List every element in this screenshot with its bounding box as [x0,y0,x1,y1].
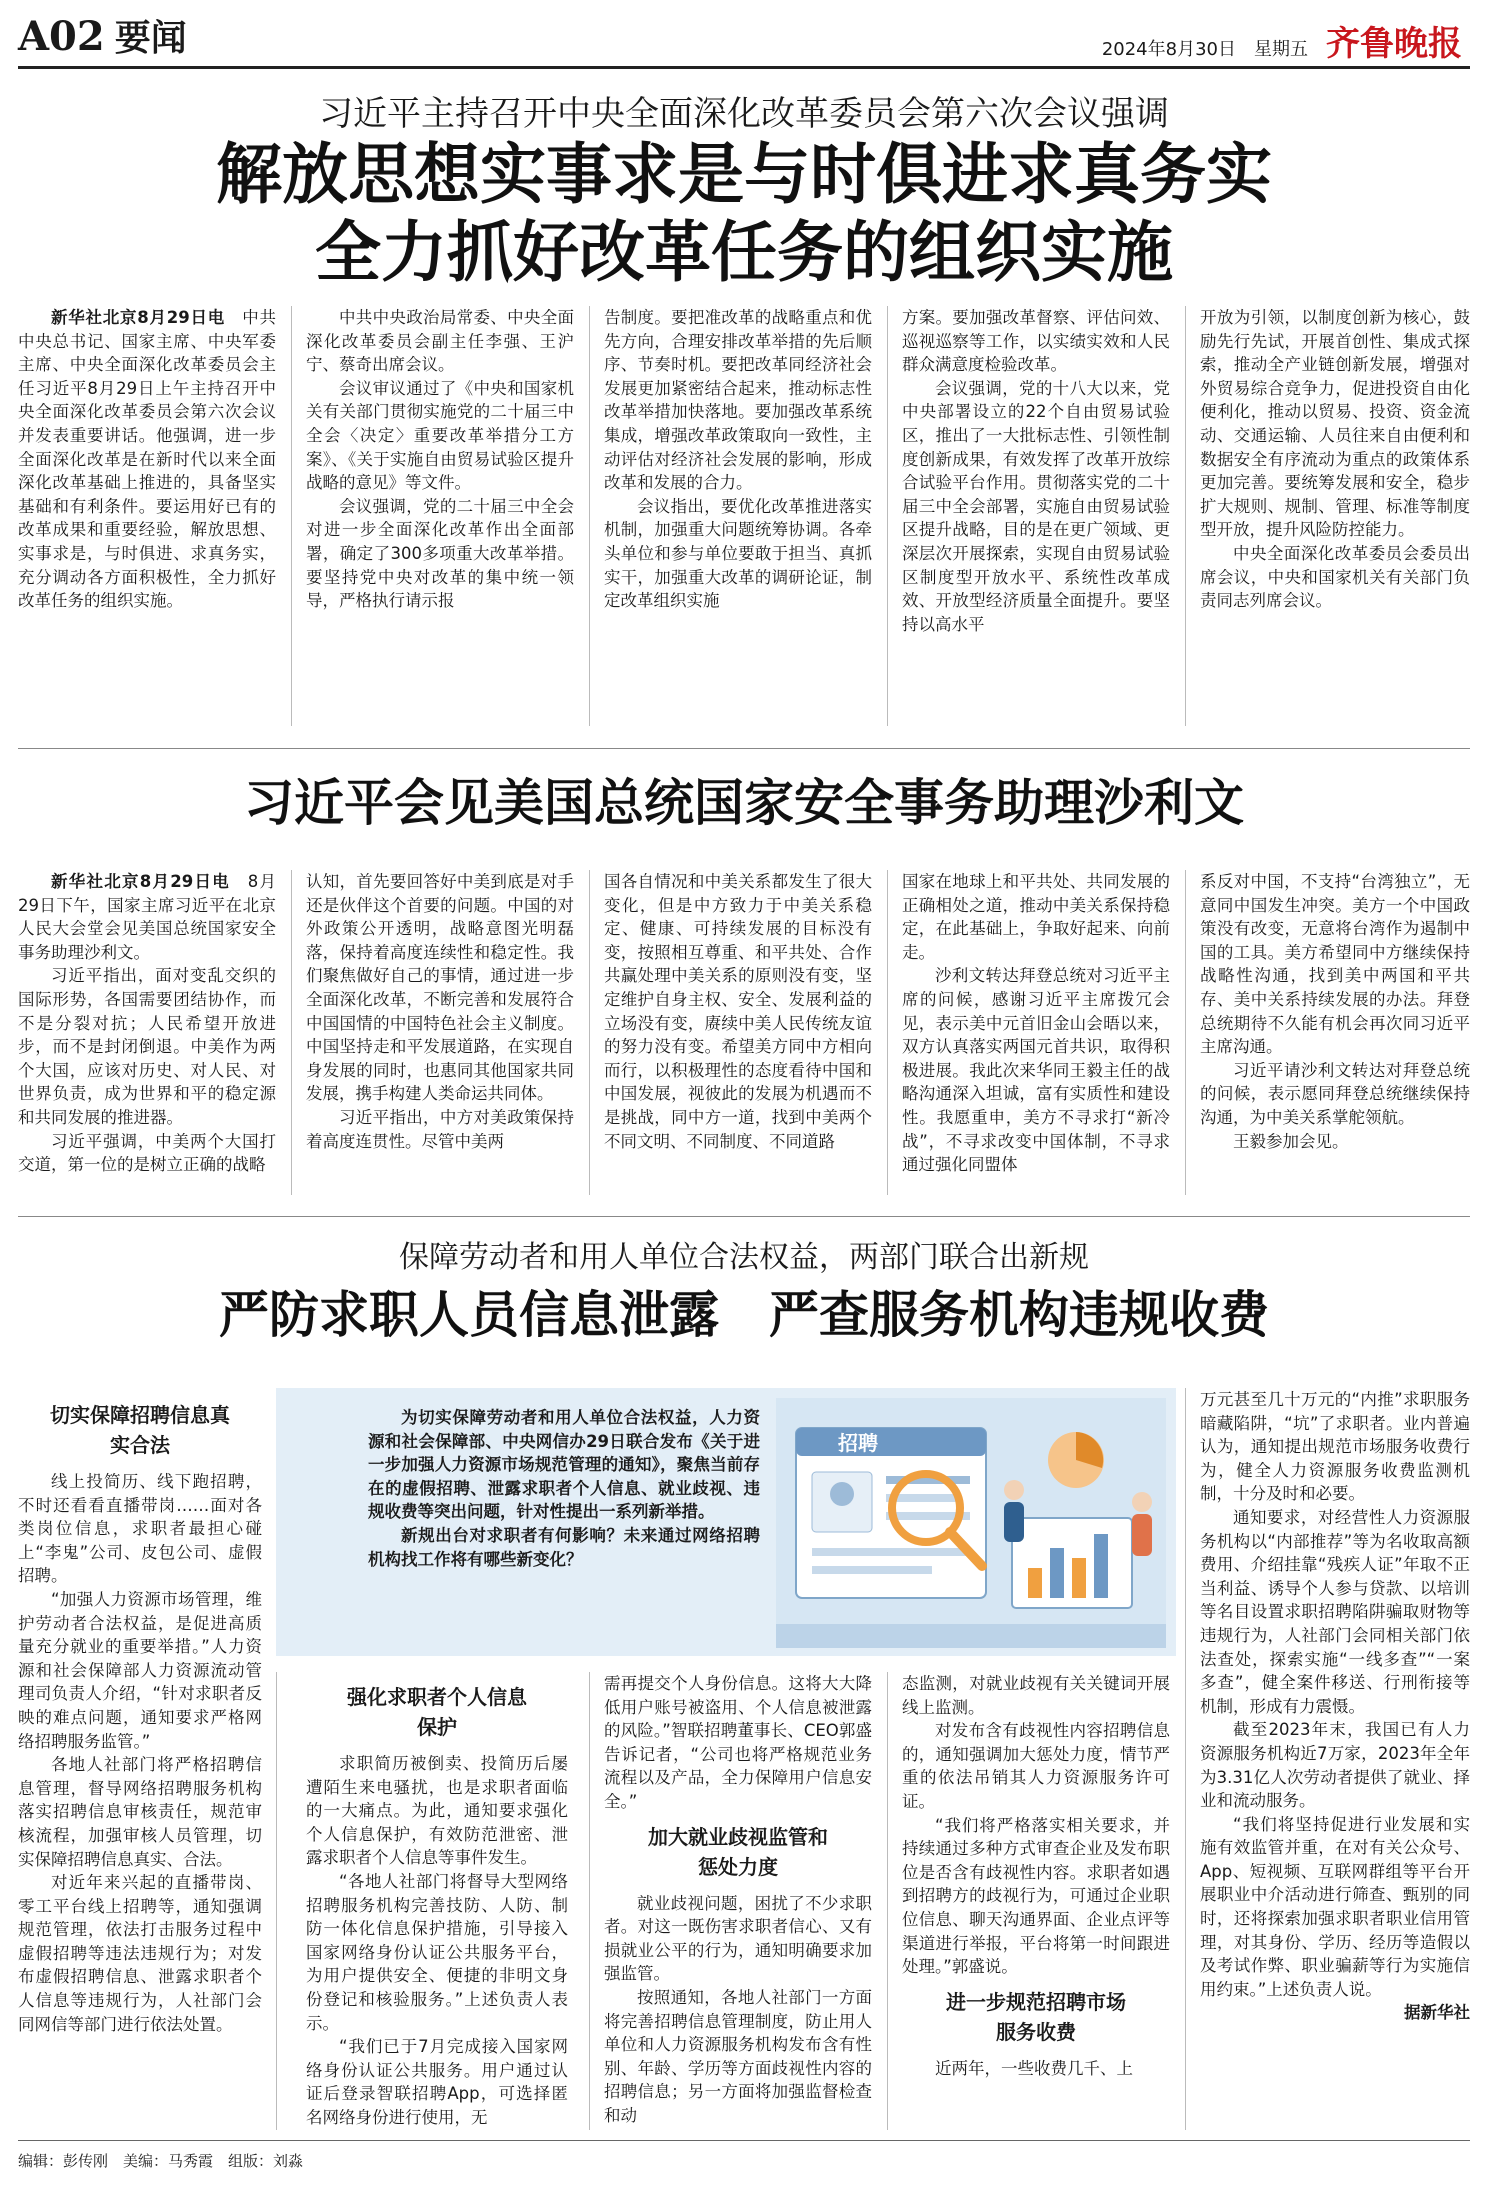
story1-col2-para: 中共中央政治局常委、中央全面深化改革委员会副主任李强、王沪宁、蔡奇出席会议。 [306,308,574,375]
story3-subhead-3: 加大就业歧视监管和惩处力度 [648,1824,828,1879]
story2-col4-para: 沙利文转达拜登总统对习近平主席的问候，感谢习近平主席拨冗会见，表示美中元首旧金山会晤以来，双方认真落实两国元首共识，取得积极进展。我此次来华同王毅主任的战略沟通深入坦诚，富有实质性和建设性。我愿重申，美方不寻求打“新冷战”，不寻求改变中国体制，不寻求通过强化同盟体 [902,966,1170,1175]
story3-col1-para: 对近年来兴起的直播带岗、零工平台线上招聘等，通知强调规范管理，依法打击服务过程中虚假招聘等违法违规行为；对发布虚假招聘信息、泄露求职者个人信息等违规行为，人社部门会同网信等部门进行依法处置。 [18,1873,262,2034]
story1-col1-text: 中共中央总书记、国家主席、中央军委主席、中央全面深化改革委员会主任习近平8月29日上午主持召开中央全面深化改革委员会第六次会议并发表重要讲话。他强调，进一步全面深化改革是在新时代以来全面深化改革基础上推进的，具备坚实基础和有利条件。要运用好已有的改革成果和重要经验，解放思想、实事求是，与时俱进、求真务实，充分调动各方面积极性，全力抓好改革任务的组织实施。 [18,308,276,611]
story1-column-1 [18,306,276,732]
story-separator [18,748,1470,749]
story1-col2-para: 会议强调，党的二十届三中全会对进一步全面深化改革作出全面部署，确定了300多项重大改革举措。要坚持党中央对改革的集中统一领导，严格执行请示报 [306,496,574,611]
story1-column-3 [604,306,872,732]
story2-col2-para: 认知，首先要回答好中美到底是对手还是伙伴这个首要的问题。中国的对外政策公开透明，战略意图光明磊落，保持着高度连续性和稳定性。我们聚焦做好自己的事情，通过进一步全面深化改革，不断完善和发展符合中国国情的中国特色社会主义制度。中国坚持走和平发展道路，在实现自身发展的同时，也惠同其他国家共同发展，携手构建人类命运共同体。 [306,872,574,1104]
story3-subhead-2: 强化求职者个人信息保护 [347,1685,527,1739]
story1-column-5 [1200,306,1470,732]
story2-col5-para: 王毅参加会见。 [1233,1131,1349,1151]
paper-logo: 齐鲁晚报 [1326,24,1462,64]
story2-column-3 [604,870,872,1200]
story3-intro-text [368,1406,760,1571]
section-name: 要闻 [114,18,187,59]
story3-col4-para: “我们将严格落实相关要求，并持续通过多种方式审查企业及发布职位是否含有歧视性内容。求职者如遇到招聘方的歧视行为，可通过企业职位信息、聊天沟通界面、企业点评等渠道进行举报，平台将第一时间跟进处理。”郭盛说。 [902,1815,1170,1977]
story1-kicker: 习近平主持召开中央全面深化改革委员会第六次会议强调 [319,94,1169,134]
story3-subhead-4: 进一步规范招聘市场服务收费 [946,1989,1126,2044]
story3-col3-para: 就业歧视问题，困扰了不少求职者。对这一既伤害求职者信心、又有损就业公平的行为，通知明确要求加强监管。 [604,1893,872,1984]
issue-weekday: 星期五 [1254,39,1308,60]
story1-dateline: 新华社北京8月29日电 [51,308,225,327]
recruitment-illustration [776,1398,1166,1648]
story3-col2-para: 求职简历被倒卖、投简历后屡遭陌生来电骚扰，也是求职者面临的一大痛点。为此，通知要求强化个人信息保护，有效防范泄密、泄露求职者个人信息等事件发生。 [306,1754,568,1868]
story1-col5-para: 中央全面深化改革委员会委员出席会议，中央和国家机关有关部门负责同志列席会议。 [1200,543,1470,611]
column-divider [589,870,590,1195]
story1-col5-para: 开放为引领，以制度创新为核心，鼓励先行先试，开展首创性、集成式探索，推动全产业链创新发展，增强对外贸易综合竞争力，促进投资自由化便利化，推动以贸易、投资、资金流动、交通运输、人员往来自由便利和数据安全有序流动为重点的政策体系更加完善。要统筹发展和安全，稳步扩大规则、规制、管理、标准等制度型开放，提升风险防控能力。 [1200,308,1470,540]
story3-col5-para: 通知要求，对经营性人力资源服务机构以“内部推荐”等为名收取高额费用、介绍挂靠“残疾人证”年取不正当利益、诱导个人参与贷款、以培训等名目设置求职招聘陷阱骗取财物等违规行为，人社部门会同相关部门依法查处，探索实施“一线多查”“一案多查”，健全案件移送、行刑衔接等机制，形成有力震慑。 [1200,1507,1470,1716]
story2-col5-para: 习近平请沙利文转达对拜登总统的问候，表示愿同拜登总统继续保持沟通，为中美关系掌舵领航。 [1200,1060,1470,1127]
story2-column-4 [902,870,1170,1200]
column-divider [887,870,888,1195]
story2-column-5 [1200,870,1470,1200]
column-divider [1185,306,1186,726]
column-divider [1185,870,1186,1195]
story1-column-2 [306,306,574,732]
story2-column-1 [18,870,276,1200]
intro-para: 新规出台对求职者有何影响？未来通过网络招聘机构找工作将有哪些新变化？ [368,1525,760,1569]
story1-col2-para: 会议审议通过了《中央和国家机关有关部门贯彻实施党的二十届三中全会〈决定〉重要改革举措分工方案》、《关于实施自由贸易试验区提升战略的意见》等文件。 [306,378,574,493]
story3-kicker: 保障劳动者和用人单位合法权益，两部门联合出新规 [399,1240,1089,1275]
column-divider [887,306,888,726]
story3-column-1 [18,1392,262,2130]
story3-column-3 [604,1672,872,2130]
page-header-right [1102,16,1462,65]
column-divider [1185,1388,1186,2130]
story1-col4-para: 会议强调，党的十八大以来，党中央部署设立的22个自由贸易试验区，推出了一大批标志性、引领性制度创新成果，有效发挥了改革开放综合试验平台作用。贯彻落实党的二十届三中全会部署，实施自由贸易试验区提升战略，目的是在更广领域、更深层次开展探索，实现自由贸易试验区制度型开放水平、系统性改革成效、开放型经济质量全面提升。要坚持以高水平 [902,378,1170,634]
page-code: A02 [18,13,105,60]
story3-col2-para: “我们已于7月完成接入国家网络身份认证公共服务。用户通过认证后登录智联招聘App，可选择匿名网络身份进行使用，无 [306,2037,568,2127]
intro-para: 为切实保障劳动者和用人单位合法权益，人力资源和社会保障部、中央网信办29日联合发布《关于进一步加强人力资源市场规范管理的通知》，聚焦当前存在的虚假招聘、泄露求职者个人信息、就业歧视、违规收费等突出问题，针对性提出一系列新举措。 [368,1408,760,1522]
story2-col5-para: 系反对中国，不支持“台湾独立”，无意同中国发生冲突。美方一个中国政策没有改变，无意将台湾作为遏制中国的工具。美方希望同中方继续保持战略性沟通，找到美中两国和平共存、美中关系持续发展的办法。拜登总统期待不久能有机会再次同习近平主席沟通。 [1200,872,1470,1057]
story1-column-4 [902,306,1170,732]
column-divider [887,1672,888,2130]
illustration-label: 招聘 [838,1431,878,1455]
story3-col1-para: 各地人社部门将严格招聘信息管理，督导网络招聘服务机构落实招聘信息审核责任，规范审核流程，加强审核人员管理，切实保障招聘信息真实、合法。 [18,1755,262,1869]
story3-col2-para: “各地人社部门将督导大型网络招聘服务机构完善技防、人防、制防一体化信息保护措施，引导接入国家网络身份认证公共服务平台，为用户提供安全、便捷的非明文身份登记和核验服务。”上述负责人表示。 [306,1871,568,2033]
story2-dateline: 新华社北京8月29日电 [51,872,230,891]
column-divider [589,1672,590,2130]
story2-col1-para: 习近平指出，面对变乱交织的国际形势，各国需要团结协作，而不是分裂对抗；人民希望开放进步，而不是封闭倒退。中美作为两个大国，应该对历史、对人民、对世界负责，成为世界和平的稳定源和共同发展的推进器。 [18,966,276,1127]
story3-col5-para: “我们将坚持促进行业发展和实施有效监管并重，在对有关公众号、App、短视频、互联网群组等平台开展职业中介活动进行筛查、甄别的同时，还将探索加强求职者职业信用管理，对其身份、学历、经历等造假以及考试作弊、职业骗薪等行为实施信用约束。”上述负责人说。 [1200,1814,1470,1999]
page-header-left [18,10,187,60]
story3-column-2 [306,1672,568,2130]
story3-column-4 [902,1672,1170,2130]
story1-col3-para: 告制度。要把准改革的战略重点和优先方向，合理安排改革举措的先后顺序、节奏时机。要把改革同经济社会发展更加紧密结合起来，推动标志性改革举措加快落地。要加强改革系统集成，增强改革政策取向一致性，主动评估对经济社会发展的影响，形成改革和发展的合力。 [604,308,872,493]
story3-col5-para: 截至2023年末，我国已有人力资源服务机构近7万家，2023年全年为3.31亿人次劳动者提供了就业、择业和流动服务。 [1200,1720,1470,1811]
story3-col4-para: 态监测，对就业歧视有关关键词开展线上监测。 [902,1674,1170,1717]
story2-headline: 习近平会见美国总统国家安全事务助理沙利文 [244,773,1244,832]
story3-subhead-1: 切实保障招聘信息真实合法 [50,1403,230,1457]
column-divider [291,306,292,726]
column-divider [589,306,590,726]
story1-col4-para: 方案。要加强改革督察、评估问效、巡视巡察等工作，以实绩实效和人民群众满意度检验改革。 [902,308,1170,375]
story1-headline-line2: 全力抓好改革任务的组织实施 [315,213,1173,291]
story3-col4-para: 对发布含有歧视性内容招聘信息的，通知强调加大惩处力度，情节严重的依法吊销其人力资源服务许可证。 [902,1721,1170,1811]
footer-rule [18,2140,1470,2141]
story3-col1-para: 线上投简历、线下跑招聘，不时还看看直播带岗……面对各类岗位信息，求职者最担心碰上“李鬼”公司、皮包公司、虚假招聘。 [18,1472,262,1586]
issue-date: 2024年8月30日 [1101,39,1236,60]
story1-headline-line1: 解放思想实事求是与时俱进求真务实 [216,135,1272,213]
story3-source: 据新华社 [1404,2003,1470,2023]
story2-col1-para: 习近平强调，中美两个大国打交道，第一位的是树立正确的战略 [18,1131,276,1175]
story2-col3-para: 国各自情况和中美关系都发生了很大变化，但是中方致力于中美关系稳定、健康、可持续发展的目标没有变，按照相互尊重、和平共处、合作共赢处理中美关系的原则没有变，坚定维护自身主权、安全、发展利益的立场没有变，赓续中美人民传统友谊的努力没有变。希望美方同中方相向而行，以积极理性的态度看待中国和中国发展，视彼此的发展为机遇而不是挑战，同中方一道，找到中美两个不同文明、不同制度、不同道路 [604,872,872,1151]
editor-credits: 编辑：彭传刚 美编：马秀霞 组版：刘淼 [18,2152,304,2170]
story3-intro-box [276,1388,1176,1656]
story3-col3-para: 按照通知，各地人社部门一方面将完善招聘信息管理制度，防止用人单位和人力资源服务机构发布含有性别、年龄、学历等方面歧视性内容的招聘信息；另一方面将加强监督检查和动 [604,1987,872,2125]
story2-column-2 [306,870,574,1200]
column-divider [291,870,292,1195]
story3-col3-para: 需再提交个人身份信息。这将大大降低用户账号被盗用、个人信息被泄露的风险。”智联招聘董事长、CEO郭盛告诉记者，“公司也将严格规范业务流程以及产品，全力保障用户信息安全。” [604,1674,872,1811]
story3-headline: 严防求职人员信息泄露 严查服务机构违规收费 [219,1285,1269,1344]
story3-col5-para: 万元甚至几十万元的“内推”求职服务暗藏陷阱，“坑”了求职者。业内普遍认为，通知提出规范市场服务收费行为，健全人力资源服务收费监测机制，十分及时和必要。 [1200,1390,1470,1504]
header-rule [18,66,1470,69]
story3-col1-para: “加强人力资源市场管理，维护劳动者合法权益，是促进高质量充分就业的重要举措。”人力资源和社会保障部人力资源流动管理司负责人介绍，“针对求职者反映的难点问题，通知要求严格网络招聘服务监管。” [18,1589,262,1751]
column-divider [276,1672,277,2130]
story1-col3-para: 会议指出，要优化改革推进落实机制，加强重大问题统筹协调。各牵头单位和参与单位要敢于担当、真抓实干，加强重大改革的调研论证，制定改革组织实施 [604,496,872,611]
story2-col4-para: 国家在地球上和平共处、共同发展的正确相处之道，推动中美关系保持稳定，在此基础上，争取好起来、向前走。 [902,872,1170,962]
story3-col4-para: 近两年，一些收费几千、上 [935,2058,1133,2078]
story2-col1-text: 8月29日下午，国家主席习近平在北京人民大会堂会见美国总统国家安全事务助理沙利文。 [18,872,276,962]
story2-col2-para: 习近平指出，中方对美政策保持着高度连贯性。尽管中美两 [306,1107,574,1151]
story3-column-5 [1200,1388,1470,2132]
story-separator [18,1216,1470,1217]
